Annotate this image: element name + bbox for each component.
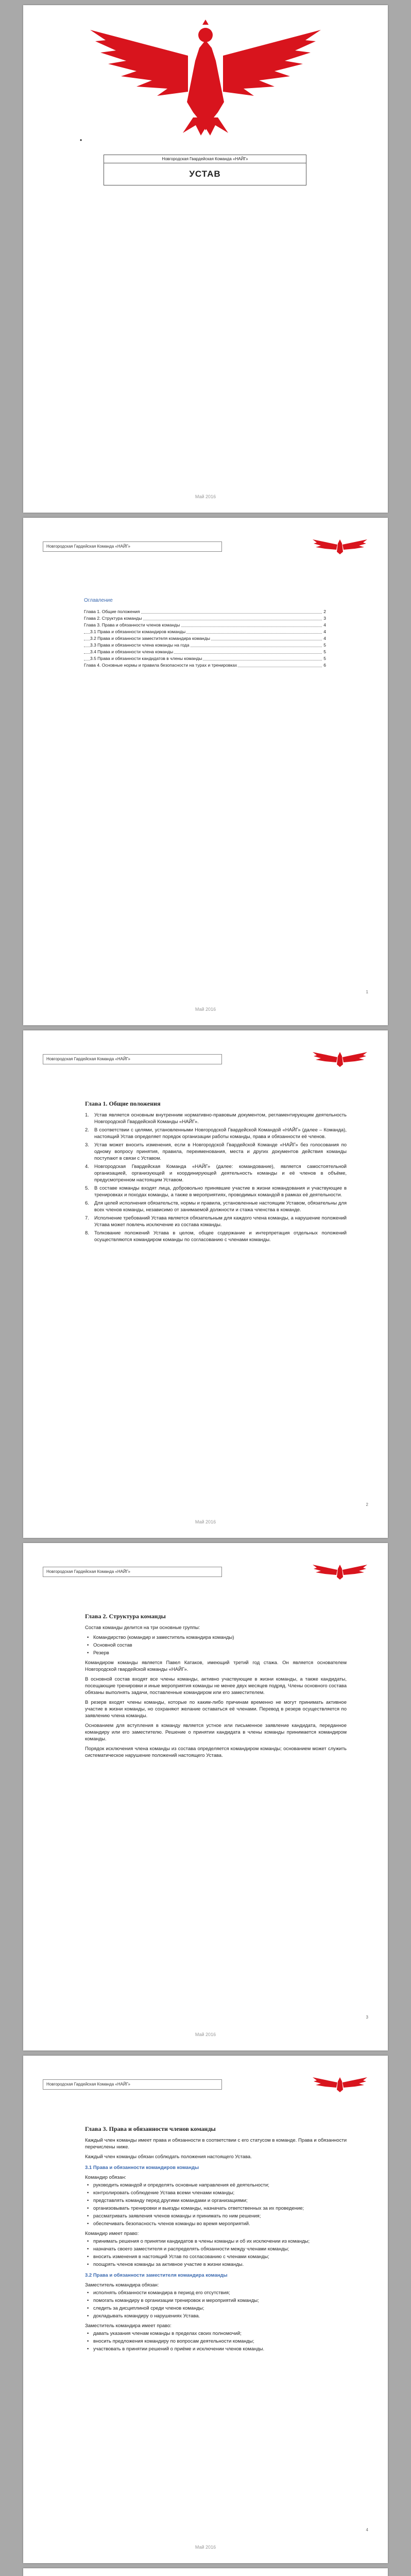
list-item: • контролировать соблюдение Устава всеми членами команды; bbox=[85, 2190, 347, 2196]
list-item: • давать указания членам команды в пределах своих полномочий; bbox=[85, 2330, 347, 2337]
duties-list bbox=[85, 2182, 347, 2227]
eagle-logo-icon bbox=[312, 1050, 368, 1067]
list-item: • принимать решения о принятии кандидатов в члены команды и об их исключении из команды; bbox=[85, 2238, 347, 2245]
list-item: • докладывать командиру о нарушениях Устава. bbox=[85, 2313, 347, 2319]
cover-bullet: • bbox=[80, 137, 82, 144]
list-item: 3. Устав может вносить изменения, если в Новгородской Гвардейской Команде «НАЙГ» без голосования по одному вопросу принятия, правила, переименования, места и других документов действия команды поступают в связи с Уставом. bbox=[85, 1142, 347, 1161]
list-item: 7. Исполнение требований Устава является обязательным для каждого члена команды, а нарушение положений Устава может повлечь исключение из состава команды. bbox=[85, 1215, 347, 1228]
cover-title: УСТАВ bbox=[189, 169, 221, 179]
chapter3-page bbox=[23, 2056, 388, 2563]
label: Заместитель командира имеет право: bbox=[85, 2323, 172, 2329]
paragraph: Основанием для вступления в команду является устное или письменное заявление кандидата, переданное командиру или его заместителю. Решение о принятии кандидата в члены команды принимается командиром команды. bbox=[85, 1723, 347, 1742]
toc-row[interactable]: 3.4 Права и обязанности члена команды 5 bbox=[84, 649, 326, 655]
chapter2-page bbox=[23, 1543, 388, 2050]
page-header bbox=[43, 1050, 368, 1065]
page-footer: Май 2016 bbox=[195, 1007, 216, 1012]
list-item: • организовывать тренировки и выезды команды, назначать ответственных за их проведение; bbox=[85, 2205, 347, 2212]
page-header bbox=[43, 537, 368, 553]
page-footer: Май 2016 bbox=[195, 494, 216, 499]
chapter-title: Глава 3. Права и обязанности членов команды bbox=[85, 2125, 216, 2132]
toc-title: Оглавление bbox=[84, 598, 113, 603]
paragraph: Состав команды делится на три основные группы: bbox=[85, 1625, 200, 1631]
paragraph: Каждый член команды имеет права и обязанности в соответствии с его статусом в команде. Права и обязанности перечислены ниже. bbox=[85, 2138, 347, 2150]
list-item: 2. В соответствии с целями, установленными Новгородской Гвардейской Командой «НАЙГ» (далее – Команда), настоящий Устав определяет порядок организации работы команды, права и обязанности её членов. bbox=[85, 1127, 347, 1140]
eagle-logo-icon bbox=[312, 537, 368, 555]
toc-page bbox=[23, 518, 388, 1025]
eagle-emblem bbox=[85, 20, 326, 138]
toc bbox=[84, 598, 326, 669]
header-label: Новгородская Гардейская Команда «НАЙГ» bbox=[43, 2079, 222, 2090]
cover-page bbox=[23, 5, 388, 513]
paragraph: В резерв входят члены команды, которые по каким-либо причинам временно не могут принимать активное участие в жизни команды, но сохраняют желание оставаться её членами. Перевод в резерв осуществляется по заявлению члена команды. bbox=[85, 1700, 347, 1719]
paragraph: Командиром команды является Павел Катаков, имеющий третий год стажа. Он является основателем Новгородской гвардейской команды «НАЙГ». bbox=[85, 1660, 347, 1672]
chapter1-list bbox=[85, 1112, 347, 1243]
list-item: • участвовать в принятии решений о приёме и исключении членов команды. bbox=[85, 2346, 347, 2352]
page-footer: Май 2016 bbox=[195, 1519, 216, 1524]
list-item: • помогать командиру в организации тренировок и мероприятий команды; bbox=[85, 2297, 347, 2304]
label: Командир имеет право: bbox=[85, 2231, 139, 2236]
paragraph: Каждый член команды обязан соблюдать положения настоящего Устава. bbox=[85, 2154, 252, 2160]
eagle-logo-icon bbox=[312, 2075, 368, 2093]
section-heading: 3.1 Права и обязанности командиров команды bbox=[85, 2165, 199, 2171]
cover-title-box bbox=[104, 155, 306, 185]
cover-org-label: Новгородская Гвардейская Команда «НАЙГ» bbox=[104, 155, 306, 163]
list-item: • вносить изменения в настоящий Устав по согласованию с членами команды; bbox=[85, 2253, 347, 2260]
toc-row[interactable]: 3.2 Права и обязанности заместителя командира команды 4 bbox=[84, 635, 326, 642]
label: Заместитель командира обязан: bbox=[85, 2282, 159, 2288]
toc-row[interactable]: Глава 3. Права и обязанности членов команды 4 bbox=[84, 622, 326, 628]
list-item: 6. Для целей исполнения обязательств, нормы и правила, установленные настоящим Уставом, обязательны для всех членов команды, независимо от занимаемой должности и стажа членства в команде. bbox=[85, 1200, 347, 1213]
header-label: Новгородская Гардейская Команда «НАЙГ» bbox=[43, 541, 222, 552]
toc-row[interactable]: Глава 1. Общие положения 2 bbox=[84, 609, 326, 614]
duties-list bbox=[85, 2290, 347, 2319]
groups-list bbox=[85, 1634, 347, 1656]
page-footer: Май 2016 bbox=[195, 2032, 216, 2037]
chapter-title: Глава 2. Структура команды bbox=[85, 1613, 166, 1620]
list-item: • вносить предложения командиру по вопросам деятельности команды; bbox=[85, 2338, 347, 2345]
list-item: • следить за дисциплиной среди членов команды; bbox=[85, 2305, 347, 2312]
list-item: • Основной состав bbox=[85, 1642, 347, 1649]
list-item: 4. Новгородская Гвардейская Команда «НАЙГ» (далее: командование), является самостоятельной организацией, организующей и координирующей деятельность команды и её членов в объёме, предусмотренном настоящим Уставом. bbox=[85, 1164, 347, 1183]
chapter2-content bbox=[85, 1613, 347, 1762]
list-item: • руководить командой и определять основные направления её деятельности; bbox=[85, 2182, 347, 2189]
chapter1-page bbox=[23, 1030, 388, 1538]
list-item: 8. Толкование положений Устава в целом, общее содержание и интерпретация отдельных положений осуществляются командиром команды по согласованию с членами команды. bbox=[85, 1230, 347, 1243]
list-item: • представлять команду перед другими командами и организациями; bbox=[85, 2197, 347, 2204]
page-header bbox=[43, 2075, 368, 2091]
toc-row[interactable]: 3.1 Права и обязанности командиров команды 4 bbox=[84, 629, 326, 635]
page-footer: Май 2016 bbox=[195, 2545, 216, 2550]
page-number: 2 bbox=[366, 1502, 368, 1507]
chapter1-content bbox=[85, 1100, 347, 1246]
list-item: • исполнять обязанности командира в период его отсутствия; bbox=[85, 2290, 347, 2296]
list-item: • поощрять членов команды за активное участие в жизни команды. bbox=[85, 2261, 347, 2268]
toc-row[interactable]: 3.5 Права и обязанности кандидатов в члены команды 5 bbox=[84, 655, 326, 662]
label: Командир обязан: bbox=[85, 2175, 126, 2180]
section-heading: 3.2 Права и обязанности заместителя командира команды bbox=[85, 2273, 228, 2278]
paragraph: В основной состав входят все члены команды, активно участвующие в жизни команды, а также кандидаты, посещающие тренировки и иные мероприятия команды не менее двух месяцев подряд. Члены основного состава обязаны выполнять задачи, поставленные командиром или его заместителем. bbox=[85, 1676, 347, 1696]
page-number: 1 bbox=[366, 990, 368, 994]
list-item: • Командирство (командир и заместитель командира команды) bbox=[85, 1634, 347, 1641]
list-item: • Резерв bbox=[85, 1650, 347, 1656]
paragraph: Порядок исключения члена команды из состава определяется командиром команды; основанием может служить систематическое нарушение положений настоящего Устава. bbox=[85, 1746, 347, 1758]
toc-row[interactable]: Глава 2. Структура команды 3 bbox=[84, 616, 326, 621]
rights-list bbox=[85, 2238, 347, 2268]
toc-row[interactable]: 3.3 Права и обязанности члена команды на года 5 bbox=[84, 642, 326, 649]
rights-list bbox=[85, 2330, 347, 2352]
page-header bbox=[43, 1563, 368, 1578]
list-item: 5. В составе команды входят лица, добровольно принявшие участие в жизни командования и участвующие в тренировках и походах команды, а также в мероприятиях, проводимых командой в рамках её деятельности. bbox=[85, 1185, 347, 1198]
list-item: 1. Устав является основным внутренним нормативно-правовым документом, регламентирующим деятельность Новгородской Гвардейской Команды «НАЙГ». bbox=[85, 1112, 347, 1125]
chapter3-content bbox=[85, 2125, 347, 2355]
list-item: • обеспечивать безопасность членов команды во время мероприятий. bbox=[85, 2221, 347, 2227]
chapter-title: Глава 1. Общие положения bbox=[85, 1100, 161, 1107]
toc-row[interactable]: Глава 4. Основные нормы и правила безопасности на турах и тренировках 6 bbox=[84, 663, 326, 668]
eagle-logo-icon bbox=[312, 1563, 368, 1580]
page-number: 4 bbox=[366, 2528, 368, 2532]
list-item: • назначать своего заместителя и распределять обязанности между членами команды; bbox=[85, 2246, 347, 2252]
chapter3-cont-page bbox=[23, 2568, 388, 2576]
header-label: Новгородская Гардейская Команда «НАЙГ» bbox=[43, 1054, 222, 1064]
list-item: • рассматривать заявления членов команды и принимать по ним решения; bbox=[85, 2213, 347, 2219]
header-label: Новгородская Гардейская Команда «НАЙГ» bbox=[43, 1567, 222, 1577]
page-number: 3 bbox=[366, 2015, 368, 2020]
